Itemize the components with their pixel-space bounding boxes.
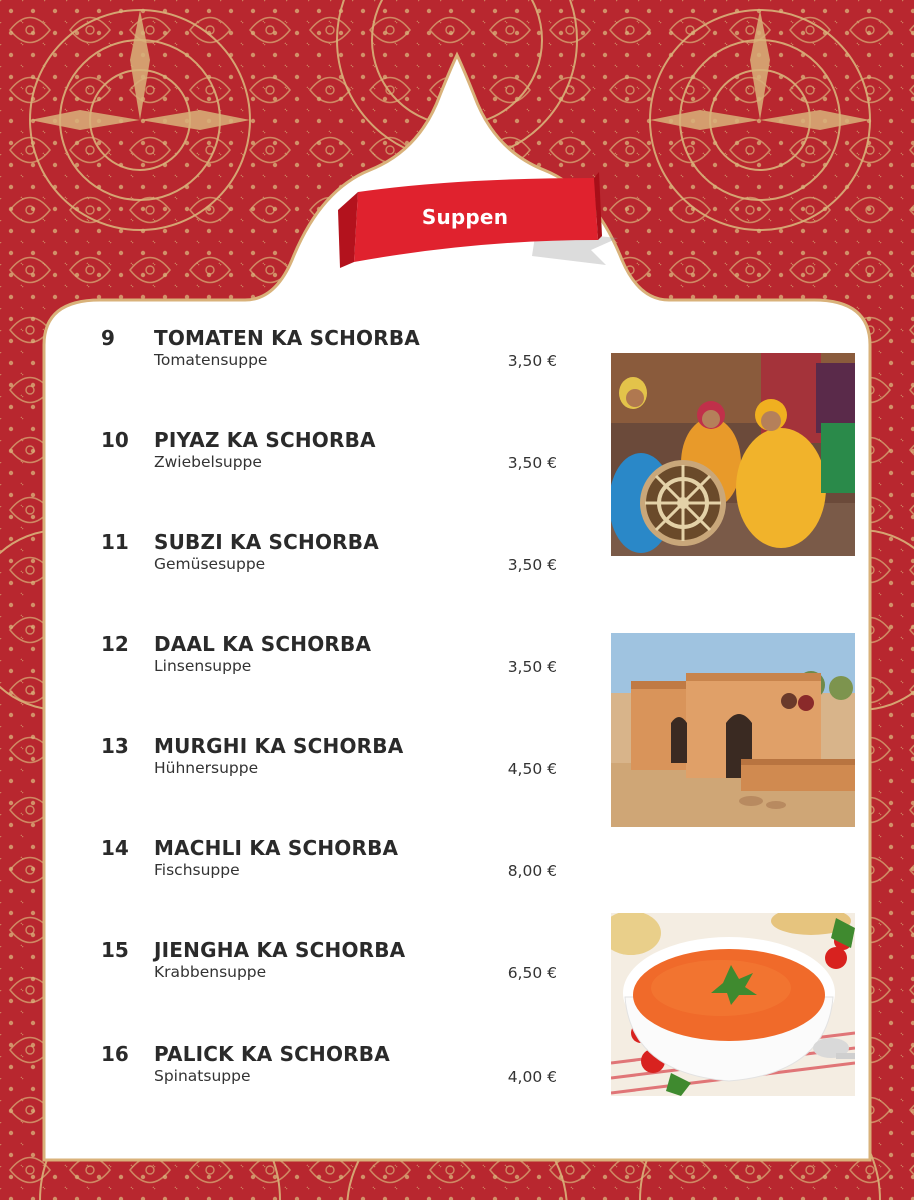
item-price: 4,00 € — [507, 1068, 557, 1086]
menu-item — [0, 632, 600, 702]
item-description: Tomatensuppe — [154, 351, 268, 369]
item-description: Spinatsuppe — [154, 1067, 251, 1085]
item-description: Krabbensuppe — [154, 963, 267, 981]
item-price: 3,50 € — [507, 352, 557, 370]
item-description: Zwiebelsuppe — [154, 453, 262, 471]
dancers-photo — [611, 353, 855, 556]
item-description: Hühnersuppe — [154, 759, 259, 777]
menu-item — [0, 836, 600, 906]
item-name: SUBZI KA SCHORBA — [154, 530, 379, 554]
menu-item — [0, 734, 600, 804]
tomato-soup-photo — [611, 913, 855, 1096]
item-price: 6,50 € — [507, 964, 557, 982]
item-number: 14 — [101, 836, 129, 860]
item-number: 15 — [101, 938, 129, 962]
item-name: MURGHI KA SCHORBA — [154, 734, 404, 758]
item-number: 11 — [101, 530, 129, 554]
item-number: 9 — [101, 326, 115, 350]
item-price: 3,50 € — [507, 658, 557, 676]
item-price: 4,50 € — [507, 760, 557, 778]
item-description: Gemüsesuppe — [154, 555, 266, 573]
item-number: 16 — [101, 1042, 129, 1066]
item-name: MACHLI KA SCHORBA — [154, 836, 399, 860]
item-name: PALICK KA SCHORBA — [154, 1042, 390, 1066]
item-description: Linsensuppe — [154, 657, 252, 675]
item-price: 3,50 € — [507, 454, 557, 472]
item-number: 13 — [101, 734, 129, 758]
item-name: TOMATEN KA SCHORBA — [154, 326, 420, 350]
village-house-photo — [611, 633, 855, 827]
item-description: Fischsuppe — [154, 861, 240, 879]
item-number: 10 — [101, 428, 129, 452]
section-title: Suppen — [421, 205, 509, 229]
item-name: DAAL KA SCHORBA — [154, 632, 372, 656]
menu-item — [0, 1042, 600, 1112]
item-name: PIYAZ KA SCHORBA — [154, 428, 376, 452]
item-number: 12 — [101, 632, 129, 656]
item-price: 3,50 € — [507, 556, 557, 574]
menu-item — [0, 428, 600, 498]
item-name: JIENGHA KA SCHORBA — [154, 938, 406, 962]
menu-item — [0, 530, 600, 600]
menu-item — [0, 938, 600, 1008]
menu-item — [0, 326, 600, 396]
item-price: 8,00 € — [507, 862, 557, 880]
